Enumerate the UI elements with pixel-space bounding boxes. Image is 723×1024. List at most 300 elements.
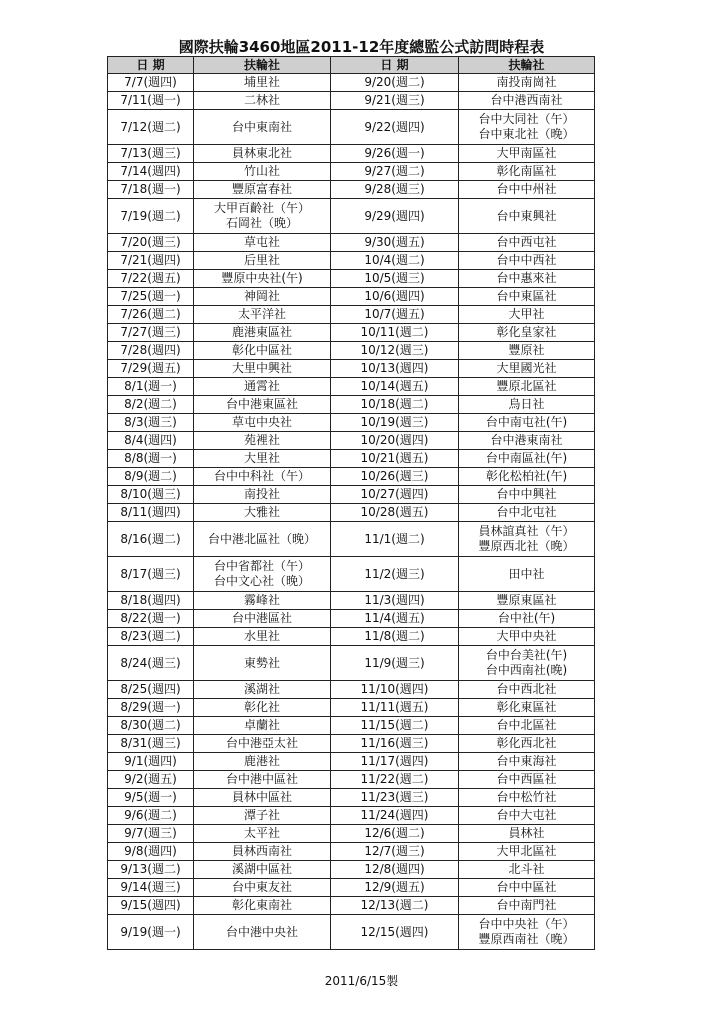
visit-date-right: 10/20(週四) [331, 432, 459, 450]
visit-date-left: 8/30(週二) [108, 717, 194, 735]
visit-date-right: 11/11(週五) [331, 699, 459, 717]
table-row [108, 825, 595, 843]
table-row [108, 915, 595, 950]
table-row [108, 163, 595, 181]
rotary-club-left [194, 181, 331, 199]
club-name: 台中東區社 [496, 289, 557, 303]
table-row [108, 324, 595, 342]
rotary-club-left [194, 681, 331, 699]
table-row [108, 270, 595, 288]
table-body [108, 74, 595, 950]
visit-date-right: 11/1(週二) [331, 522, 459, 557]
visit-date-right: 10/26(週三) [331, 468, 459, 486]
visit-date-left: 7/13(週三) [108, 145, 194, 163]
rotary-club-left [194, 450, 331, 468]
visit-date-right: 10/19(週三) [331, 414, 459, 432]
rotary-club-left [194, 414, 331, 432]
club-name: 潭子社 [243, 808, 280, 822]
visit-date-left: 9/2(週五) [108, 771, 194, 789]
visit-date-right: 9/21(週三) [331, 92, 459, 110]
visit-date-right: 9/29(週四) [331, 199, 459, 234]
club-name: 台中港北區社（晚） [207, 531, 316, 546]
club-name: 員林西南社 [231, 844, 292, 858]
club-name: 員林東北社 [231, 146, 292, 160]
table-row [108, 699, 595, 717]
club-name: 豐原西北社（晚） [478, 539, 575, 553]
club-name: 溪湖社 [243, 682, 280, 696]
rotary-club-right [459, 628, 595, 646]
table-row [108, 861, 595, 879]
rotary-club-right [459, 414, 595, 432]
visit-date-left: 9/7(週三) [108, 825, 194, 843]
table-row [108, 610, 595, 628]
rotary-club-left [194, 163, 331, 181]
club-name: 員林中區社 [231, 790, 292, 804]
visit-date-right: 9/20(週二) [331, 74, 459, 92]
visit-date-right: 10/28(週五) [331, 504, 459, 522]
table-row [108, 879, 595, 897]
rotary-club-left [194, 717, 331, 735]
club-name: 台中港亞太社 [225, 736, 298, 750]
rotary-club-left [194, 735, 331, 753]
rotary-club-right [459, 342, 595, 360]
table-row [108, 557, 595, 592]
club-name: 大甲北區社 [496, 844, 557, 858]
table-row [108, 504, 595, 522]
header-club-1: 扶輪社 [194, 57, 331, 74]
rotary-club-left [194, 753, 331, 771]
rotary-club-left [194, 915, 331, 950]
header-date-1: 日 期 [108, 57, 194, 74]
club-name: 鹿港東區社 [231, 325, 292, 339]
club-name: 台中社(午) [497, 611, 556, 625]
club-name: 草屯中央社 [231, 415, 292, 429]
club-name: 台中東海社 [496, 754, 557, 768]
rotary-club-right [459, 789, 595, 807]
club-name: 苑裡社 [243, 433, 280, 447]
visit-date-right: 10/7(週五) [331, 306, 459, 324]
visit-date-right: 11/3(週四) [331, 592, 459, 610]
rotary-club-left [194, 199, 331, 234]
rotary-club-left [194, 378, 331, 396]
club-name: 台中惠來社 [496, 271, 557, 285]
visit-date-right: 10/4(週二) [331, 252, 459, 270]
rotary-club-left [194, 396, 331, 414]
table-row [108, 807, 595, 825]
club-name: 石岡社（晚） [225, 216, 298, 230]
visit-date-left: 9/1(週四) [108, 753, 194, 771]
rotary-club-left [194, 522, 331, 557]
visit-date-right: 10/13(週四) [331, 360, 459, 378]
club-name: 台中中興社 [496, 487, 557, 501]
rotary-club-right [459, 360, 595, 378]
rotary-club-right [459, 717, 595, 735]
rotary-club-right [459, 861, 595, 879]
club-name: 大甲南區社 [496, 146, 557, 160]
footer-date: 2011/6/15製 [324, 974, 399, 988]
visit-date-right: 9/30(週五) [331, 234, 459, 252]
club-name: 台中西區社 [496, 772, 557, 786]
rotary-club-right [459, 592, 595, 610]
rotary-club-right [459, 324, 595, 342]
table-row [108, 378, 595, 396]
visit-date-right: 10/6(週四) [331, 288, 459, 306]
table-header-row [108, 57, 595, 74]
club-name: 大里社 [243, 451, 280, 465]
club-name: 台中港東區社 [225, 397, 298, 411]
rotary-club-left [194, 110, 331, 145]
header-club-2: 扶輪社 [459, 57, 595, 74]
club-name: 豐原富春社 [231, 182, 292, 196]
club-name: 大雅社 [243, 505, 280, 519]
visit-date-left: 9/14(週三) [108, 879, 194, 897]
rotary-club-left [194, 288, 331, 306]
club-name: 豐原中央社(午) [221, 271, 303, 285]
rotary-club-right [459, 396, 595, 414]
rotary-club-left [194, 74, 331, 92]
club-name: 彰化中區社 [231, 343, 292, 357]
visit-date-left: 7/20(週三) [108, 234, 194, 252]
club-name: 台中省都社（午） [213, 559, 310, 573]
club-name: 豐原北區社 [496, 379, 557, 393]
rotary-club-right [459, 843, 595, 861]
club-name: 彰化皇家社 [496, 325, 557, 339]
table-row [108, 92, 595, 110]
club-name: 台中西屯社 [496, 235, 557, 249]
visit-date-left: 8/1(週一) [108, 378, 194, 396]
visit-date-right: 9/28(週三) [331, 181, 459, 199]
visit-date-left: 7/26(週二) [108, 306, 194, 324]
club-name: 大甲百齡社（午） [213, 201, 310, 215]
table-row [108, 181, 595, 199]
rotary-club-left [194, 861, 331, 879]
visit-date-left: 7/27(週三) [108, 324, 194, 342]
rotary-club-left [194, 699, 331, 717]
rotary-club-left [194, 324, 331, 342]
rotary-club-right [459, 450, 595, 468]
rotary-club-right [459, 92, 595, 110]
table-row [108, 735, 595, 753]
visit-date-left: 8/25(週四) [108, 681, 194, 699]
header-date-2: 日 期 [331, 57, 459, 74]
visit-date-right: 10/11(週二) [331, 324, 459, 342]
visit-date-right: 10/21(週五) [331, 450, 459, 468]
table-row [108, 306, 595, 324]
table-row [108, 843, 595, 861]
visit-date-right: 10/14(週五) [331, 378, 459, 396]
visit-schedule-table [107, 56, 595, 950]
club-name: 台中北區社 [496, 718, 557, 732]
table-row [108, 592, 595, 610]
table-row [108, 74, 595, 92]
rotary-club-right [459, 681, 595, 699]
visit-date-left: 7/14(週四) [108, 163, 194, 181]
rotary-club-right [459, 915, 595, 950]
visit-date-left: 7/11(週一) [108, 92, 194, 110]
table-row [108, 646, 595, 681]
visit-date-right: 12/6(週二) [331, 825, 459, 843]
rotary-club-left [194, 432, 331, 450]
club-name: 台中西南社(晚) [485, 663, 568, 677]
visit-date-right: 11/23(週三) [331, 789, 459, 807]
visit-date-right: 10/12(週三) [331, 342, 459, 360]
rotary-club-right [459, 181, 595, 199]
visit-date-right: 9/26(週一) [331, 145, 459, 163]
table-row [108, 199, 595, 234]
club-name: 台中港區社 [231, 611, 292, 625]
club-name: 台中東北社（晚） [478, 127, 575, 141]
club-name: 台中中州社 [496, 182, 557, 196]
rotary-club-left [194, 145, 331, 163]
club-name: 台中中區社 [496, 880, 557, 894]
visit-date-left: 8/4(週四) [108, 432, 194, 450]
visit-date-right: 11/8(週二) [331, 628, 459, 646]
visit-date-right: 12/9(週五) [331, 879, 459, 897]
rotary-club-right [459, 306, 595, 324]
visit-date-left: 8/29(週一) [108, 699, 194, 717]
table-row [108, 414, 595, 432]
table-row [108, 234, 595, 252]
table-row [108, 486, 595, 504]
rotary-club-left [194, 771, 331, 789]
table-row [108, 753, 595, 771]
table-row [108, 897, 595, 915]
rotary-club-right [459, 378, 595, 396]
table-row [108, 342, 595, 360]
club-name: 卓蘭社 [243, 718, 280, 732]
rotary-club-right [459, 646, 595, 681]
visit-date-left: 8/9(週二) [108, 468, 194, 486]
visit-date-left: 9/6(週二) [108, 807, 194, 825]
visit-date-left: 9/15(週四) [108, 897, 194, 915]
rotary-club-right [459, 771, 595, 789]
club-name: 台中南區社(午) [485, 451, 568, 465]
visit-date-left: 8/3(週三) [108, 414, 194, 432]
visit-date-right: 11/2(週三) [331, 557, 459, 592]
club-name: 大甲社 [508, 307, 545, 321]
rotary-club-left [194, 843, 331, 861]
visit-date-right: 11/22(週二) [331, 771, 459, 789]
rotary-club-left [194, 342, 331, 360]
visit-date-left: 8/11(週四) [108, 504, 194, 522]
rotary-club-left [194, 504, 331, 522]
visit-date-left: 9/8(週四) [108, 843, 194, 861]
rotary-club-left [194, 646, 331, 681]
club-name: 彰化社 [243, 700, 280, 714]
table-row [108, 288, 595, 306]
club-name: 彰化西北社 [496, 736, 557, 750]
rotary-club-right [459, 735, 595, 753]
visit-date-right: 10/18(週二) [331, 396, 459, 414]
club-name: 台中中西社 [496, 253, 557, 267]
visit-date-left: 7/29(週五) [108, 360, 194, 378]
club-name: 台中北屯社 [496, 505, 557, 519]
rotary-club-left [194, 807, 331, 825]
club-name: 台中東興社 [496, 208, 557, 223]
table-row [108, 628, 595, 646]
rotary-club-left [194, 360, 331, 378]
visit-date-left: 7/28(週四) [108, 342, 194, 360]
club-name: 大甲中央社 [496, 629, 557, 643]
rotary-club-left [194, 270, 331, 288]
table-row [108, 110, 595, 145]
table-row [108, 717, 595, 735]
visit-date-left: 7/12(週二) [108, 110, 194, 145]
rotary-club-left [194, 610, 331, 628]
table-row [108, 681, 595, 699]
club-name: 彰化東南社 [231, 898, 292, 912]
club-name: 台中文心社（晚） [213, 574, 310, 588]
rotary-club-right [459, 699, 595, 717]
club-name: 二林社 [243, 93, 280, 107]
rotary-club-left [194, 592, 331, 610]
visit-date-left: 9/13(週二) [108, 861, 194, 879]
table-row [108, 771, 595, 789]
table-row [108, 789, 595, 807]
rotary-club-left [194, 879, 331, 897]
club-name: 台中港西南社 [490, 93, 563, 107]
club-name: 埔里社 [243, 75, 280, 89]
page-title: 國際扶輪3460地區2011-12年度總監公式訪問時程表 [178, 38, 545, 56]
rotary-club-right [459, 199, 595, 234]
club-name: 彰化南區社 [496, 164, 557, 178]
club-name: 溪湖中區社 [231, 862, 292, 876]
visit-date-left: 8/23(週二) [108, 628, 194, 646]
table-row [108, 522, 595, 557]
visit-date-left: 7/7(週四) [108, 74, 194, 92]
club-name: 員林誼真社（午） [478, 524, 575, 538]
rotary-club-left [194, 825, 331, 843]
visit-date-left: 8/17(週三) [108, 557, 194, 592]
visit-date-left: 7/19(週二) [108, 199, 194, 234]
club-name: 台中東友社 [231, 880, 292, 894]
rotary-club-left [194, 306, 331, 324]
table-row [108, 468, 595, 486]
visit-date-left: 8/31(週三) [108, 735, 194, 753]
club-name: 台中松竹社 [496, 790, 557, 804]
club-name: 台中大同社（午） [478, 112, 575, 126]
visit-date-right: 12/15(週四) [331, 915, 459, 950]
visit-date-left: 7/25(週一) [108, 288, 194, 306]
rotary-club-left [194, 628, 331, 646]
club-name: 豐原西南社（晚） [478, 932, 575, 946]
table-row [108, 360, 595, 378]
rotary-club-left [194, 486, 331, 504]
rotary-club-left [194, 897, 331, 915]
rotary-club-right [459, 753, 595, 771]
club-name: 台中中科社（午） [213, 469, 310, 483]
visit-date-left: 8/22(週一) [108, 610, 194, 628]
rotary-club-right [459, 897, 595, 915]
visit-date-left: 9/19(週一) [108, 915, 194, 950]
visit-date-right: 11/16(週三) [331, 735, 459, 753]
visit-date-left: 7/18(週一) [108, 181, 194, 199]
table-row [108, 450, 595, 468]
visit-date-left: 9/5(週一) [108, 789, 194, 807]
rotary-club-right [459, 807, 595, 825]
club-name: 太平社 [243, 826, 280, 840]
rotary-club-right [459, 145, 595, 163]
rotary-club-left [194, 557, 331, 592]
table-row [108, 252, 595, 270]
club-name: 台中港中央社 [225, 924, 298, 939]
rotary-club-right [459, 879, 595, 897]
visit-date-right: 11/4(週五) [331, 610, 459, 628]
visit-date-right: 11/15(週二) [331, 717, 459, 735]
club-name: 彰化東區社 [496, 700, 557, 714]
rotary-club-right [459, 825, 595, 843]
rotary-club-right [459, 432, 595, 450]
visit-date-left: 7/22(週五) [108, 270, 194, 288]
club-name: 大里國光社 [496, 361, 557, 375]
rotary-club-right [459, 288, 595, 306]
visit-date-right: 10/5(週三) [331, 270, 459, 288]
table-row [108, 432, 595, 450]
rotary-club-right [459, 504, 595, 522]
visit-date-right: 12/13(週二) [331, 897, 459, 915]
club-name: 彰化松柏社(午) [485, 469, 568, 483]
club-name: 神岡社 [243, 289, 280, 303]
club-name: 台中南門社 [496, 898, 557, 912]
rotary-club-right [459, 557, 595, 592]
club-name: 台中大屯社 [496, 808, 557, 822]
visit-date-right: 9/27(週二) [331, 163, 459, 181]
rotary-club-right [459, 252, 595, 270]
club-name: 田中社 [508, 566, 545, 581]
club-name: 台中中央社（午） [478, 917, 575, 931]
club-name: 太平洋社 [237, 307, 286, 321]
rotary-club-left [194, 252, 331, 270]
rotary-club-right [459, 522, 595, 557]
club-name: 烏日社 [508, 397, 545, 411]
visit-date-left: 8/2(週二) [108, 396, 194, 414]
club-name: 大里中興社 [231, 361, 292, 375]
club-name: 台中台美社(午) [485, 648, 568, 662]
club-name: 霧峰社 [243, 593, 280, 607]
rotary-club-left [194, 234, 331, 252]
club-name: 台中南屯社(午) [485, 415, 568, 429]
club-name: 南投社 [243, 487, 280, 501]
rotary-club-right [459, 74, 595, 92]
club-name: 草屯社 [243, 235, 280, 249]
rotary-club-right [459, 468, 595, 486]
visit-date-right: 9/22(週四) [331, 110, 459, 145]
club-name: 后里社 [243, 253, 280, 267]
rotary-club-right [459, 610, 595, 628]
club-name: 南投南崗社 [496, 75, 557, 89]
club-name: 水里社 [243, 629, 280, 643]
visit-date-left: 8/24(週三) [108, 646, 194, 681]
visit-date-left: 8/18(週四) [108, 592, 194, 610]
visit-date-left: 8/8(週一) [108, 450, 194, 468]
club-name: 豐原東區社 [496, 593, 557, 607]
club-name: 通霄社 [243, 379, 280, 393]
club-name: 台中港東南社 [490, 433, 563, 447]
visit-date-left: 7/21(週四) [108, 252, 194, 270]
club-name: 員林社 [508, 826, 545, 840]
club-name: 台中西北社 [496, 682, 557, 696]
table-row [108, 145, 595, 163]
rotary-club-right [459, 486, 595, 504]
visit-date-right: 11/10(週四) [331, 681, 459, 699]
rotary-club-right [459, 110, 595, 145]
visit-date-right: 11/17(週四) [331, 753, 459, 771]
rotary-club-left [194, 789, 331, 807]
rotary-club-right [459, 270, 595, 288]
visit-date-right: 12/8(週四) [331, 861, 459, 879]
club-name: 竹山社 [243, 164, 280, 178]
table-row [108, 396, 595, 414]
